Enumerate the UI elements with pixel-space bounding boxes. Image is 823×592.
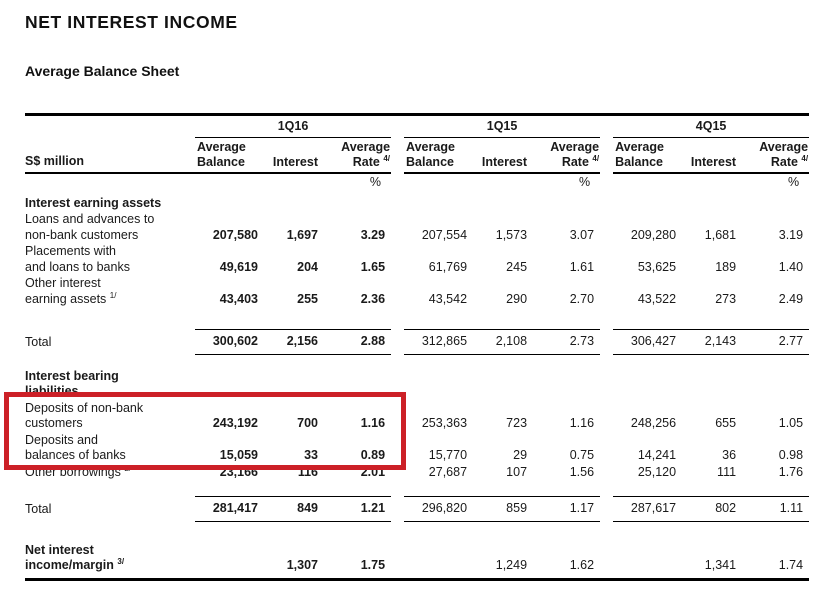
table-row: Other interest earning assets $^{1/}$ 43,403 255 2.36 43,542 290 2.70 43,522 273 2.49 bbox=[25, 276, 804, 306]
total-row-bearing-liabilities: Total 281,417 849 1.21 296,820 859 1.17 287,617 802 1.11 bbox=[25, 497, 809, 522]
page-title: NET INTEREST INCOME bbox=[25, 12, 238, 32]
highlight-box bbox=[4, 392, 406, 470]
row-label: Other interest earning assets $^{1/}$ bbox=[25, 276, 117, 306]
column-header-row bbox=[25, 137, 809, 173]
col-header-average-balance: Average Balance bbox=[404, 137, 476, 173]
section-label: Interest bearing liabilities bbox=[25, 368, 119, 398]
page-subtitle: Average Balance Sheet bbox=[25, 63, 180, 79]
row-label: Net interest income/margin $^{3/}$ bbox=[25, 543, 195, 580]
percent-sign: % bbox=[787, 175, 800, 189]
percent-sign: % bbox=[578, 175, 591, 189]
col-header-average-balance: Average Balance bbox=[195, 137, 267, 173]
table-row: Placements with and loans to banks 49,619 204 1.65 61,769 245 1.61 53,625 189 1.40 bbox=[25, 244, 804, 274]
row-label: Placements with and loans to banks bbox=[25, 244, 130, 274]
table-row: Other borrowings $^{2/}$ 23,166 116 2.01 27,687 107 1.56 25,120 111 1.76 bbox=[25, 463, 804, 479]
row-label: Total bbox=[25, 501, 52, 516]
row-label: Total bbox=[25, 334, 52, 349]
col-header-interest: Interest bbox=[476, 137, 534, 173]
net-interest-income-row: Net interest income/margin $^{3/}$ 1,307 1.75 1,249 1.62 1,341 1.74 bbox=[25, 543, 809, 580]
table-row: Deposits and balances of banks 15,059 33 0.89 15,770 29 0.75 14,241 36 0.98 bbox=[25, 432, 804, 462]
col-header-interest: Interest bbox=[267, 137, 325, 173]
table-row: Loans and advances to non-bank customers 207,580 1,697 3.29 207,554 1,573 3.07 209,280 1,681 3.19 bbox=[25, 212, 804, 242]
row-label: Deposits and balances of banks bbox=[25, 432, 126, 462]
col-header-average-rate: Average Rate $^{4/}$ bbox=[743, 137, 809, 173]
percent-row bbox=[25, 173, 809, 191]
col-header-average-rate: Average Rate $^{4/}$ bbox=[534, 137, 600, 173]
quarter-label-1q16: 1Q16 bbox=[195, 115, 391, 138]
table-row: Deposits of non-bank customers 243,192 700 1.16 253,363 723 1.16 248,256 655 1.05 bbox=[25, 400, 804, 430]
quarter-header-row bbox=[25, 115, 809, 138]
col-header-average-rate: Average Rate $^{4/}$ bbox=[325, 137, 391, 173]
row-label: Deposits of non-bank customers bbox=[25, 400, 144, 430]
quarter-label-1q15: 1Q15 bbox=[404, 115, 600, 138]
section-row-interest-earning-assets bbox=[25, 195, 809, 212]
col-header-average-balance: Average Balance bbox=[613, 137, 685, 173]
quarter-label-4q15: 4Q15 bbox=[613, 115, 809, 138]
unit-label: S$ million bbox=[25, 137, 195, 173]
col-header-interest: Interest bbox=[685, 137, 743, 173]
percent-sign: % bbox=[369, 175, 382, 189]
average-balance-sheet-table bbox=[25, 113, 809, 581]
section-label: Interest earning assets bbox=[25, 195, 162, 210]
row-label: Other borrowings $^{2/}$ bbox=[25, 463, 132, 479]
row-label: Loans and advances to non-bank customers bbox=[25, 212, 155, 242]
total-row-earning-assets: Total 300,602 2,156 2.88 312,865 2,108 2.73 306,427 2,143 2.77 bbox=[25, 330, 809, 355]
